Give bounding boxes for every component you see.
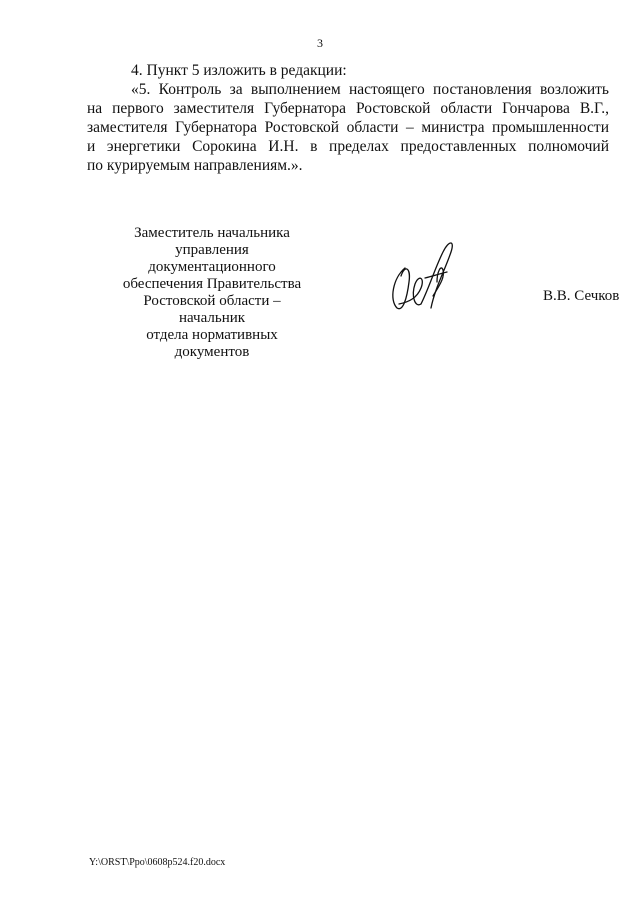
- paragraph-line: и энергетики Сорокина И.Н. в пределах предоставленных полномочий: [87, 138, 609, 155]
- signatory-name: В.В. Сечков: [543, 288, 620, 304]
- file-path-footer: Y:\ORST\Ppo\0608p524.f20.docx: [89, 857, 226, 868]
- position-line: отдела нормативных документов: [146, 327, 278, 360]
- paragraph-line: по курируемым направлениям.».: [87, 157, 303, 174]
- paragraph-line: 4. Пункт 5 изложить в редакции:: [131, 62, 347, 79]
- paragraph-line: на первого заместителя Губернатора Ростовской области Гончарова В.Г.,: [87, 100, 609, 117]
- position-line: обеспечения Правительства: [122, 276, 302, 292]
- position-line: управления документационного: [148, 242, 276, 275]
- paragraph-line: «5. Контроль за выполнением настоящего постановления возложить: [131, 81, 609, 98]
- page-number: 3: [317, 36, 323, 50]
- position-line: Ростовской области – начальник: [143, 293, 281, 326]
- paragraph-line: заместителя Губернатора Ростовской области – министра промышленности: [87, 119, 609, 136]
- position-line: Заместитель начальника: [134, 225, 290, 241]
- signatory-position: [112, 225, 312, 361]
- handwritten-signature: [385, 238, 465, 313]
- document-body: [87, 61, 609, 175]
